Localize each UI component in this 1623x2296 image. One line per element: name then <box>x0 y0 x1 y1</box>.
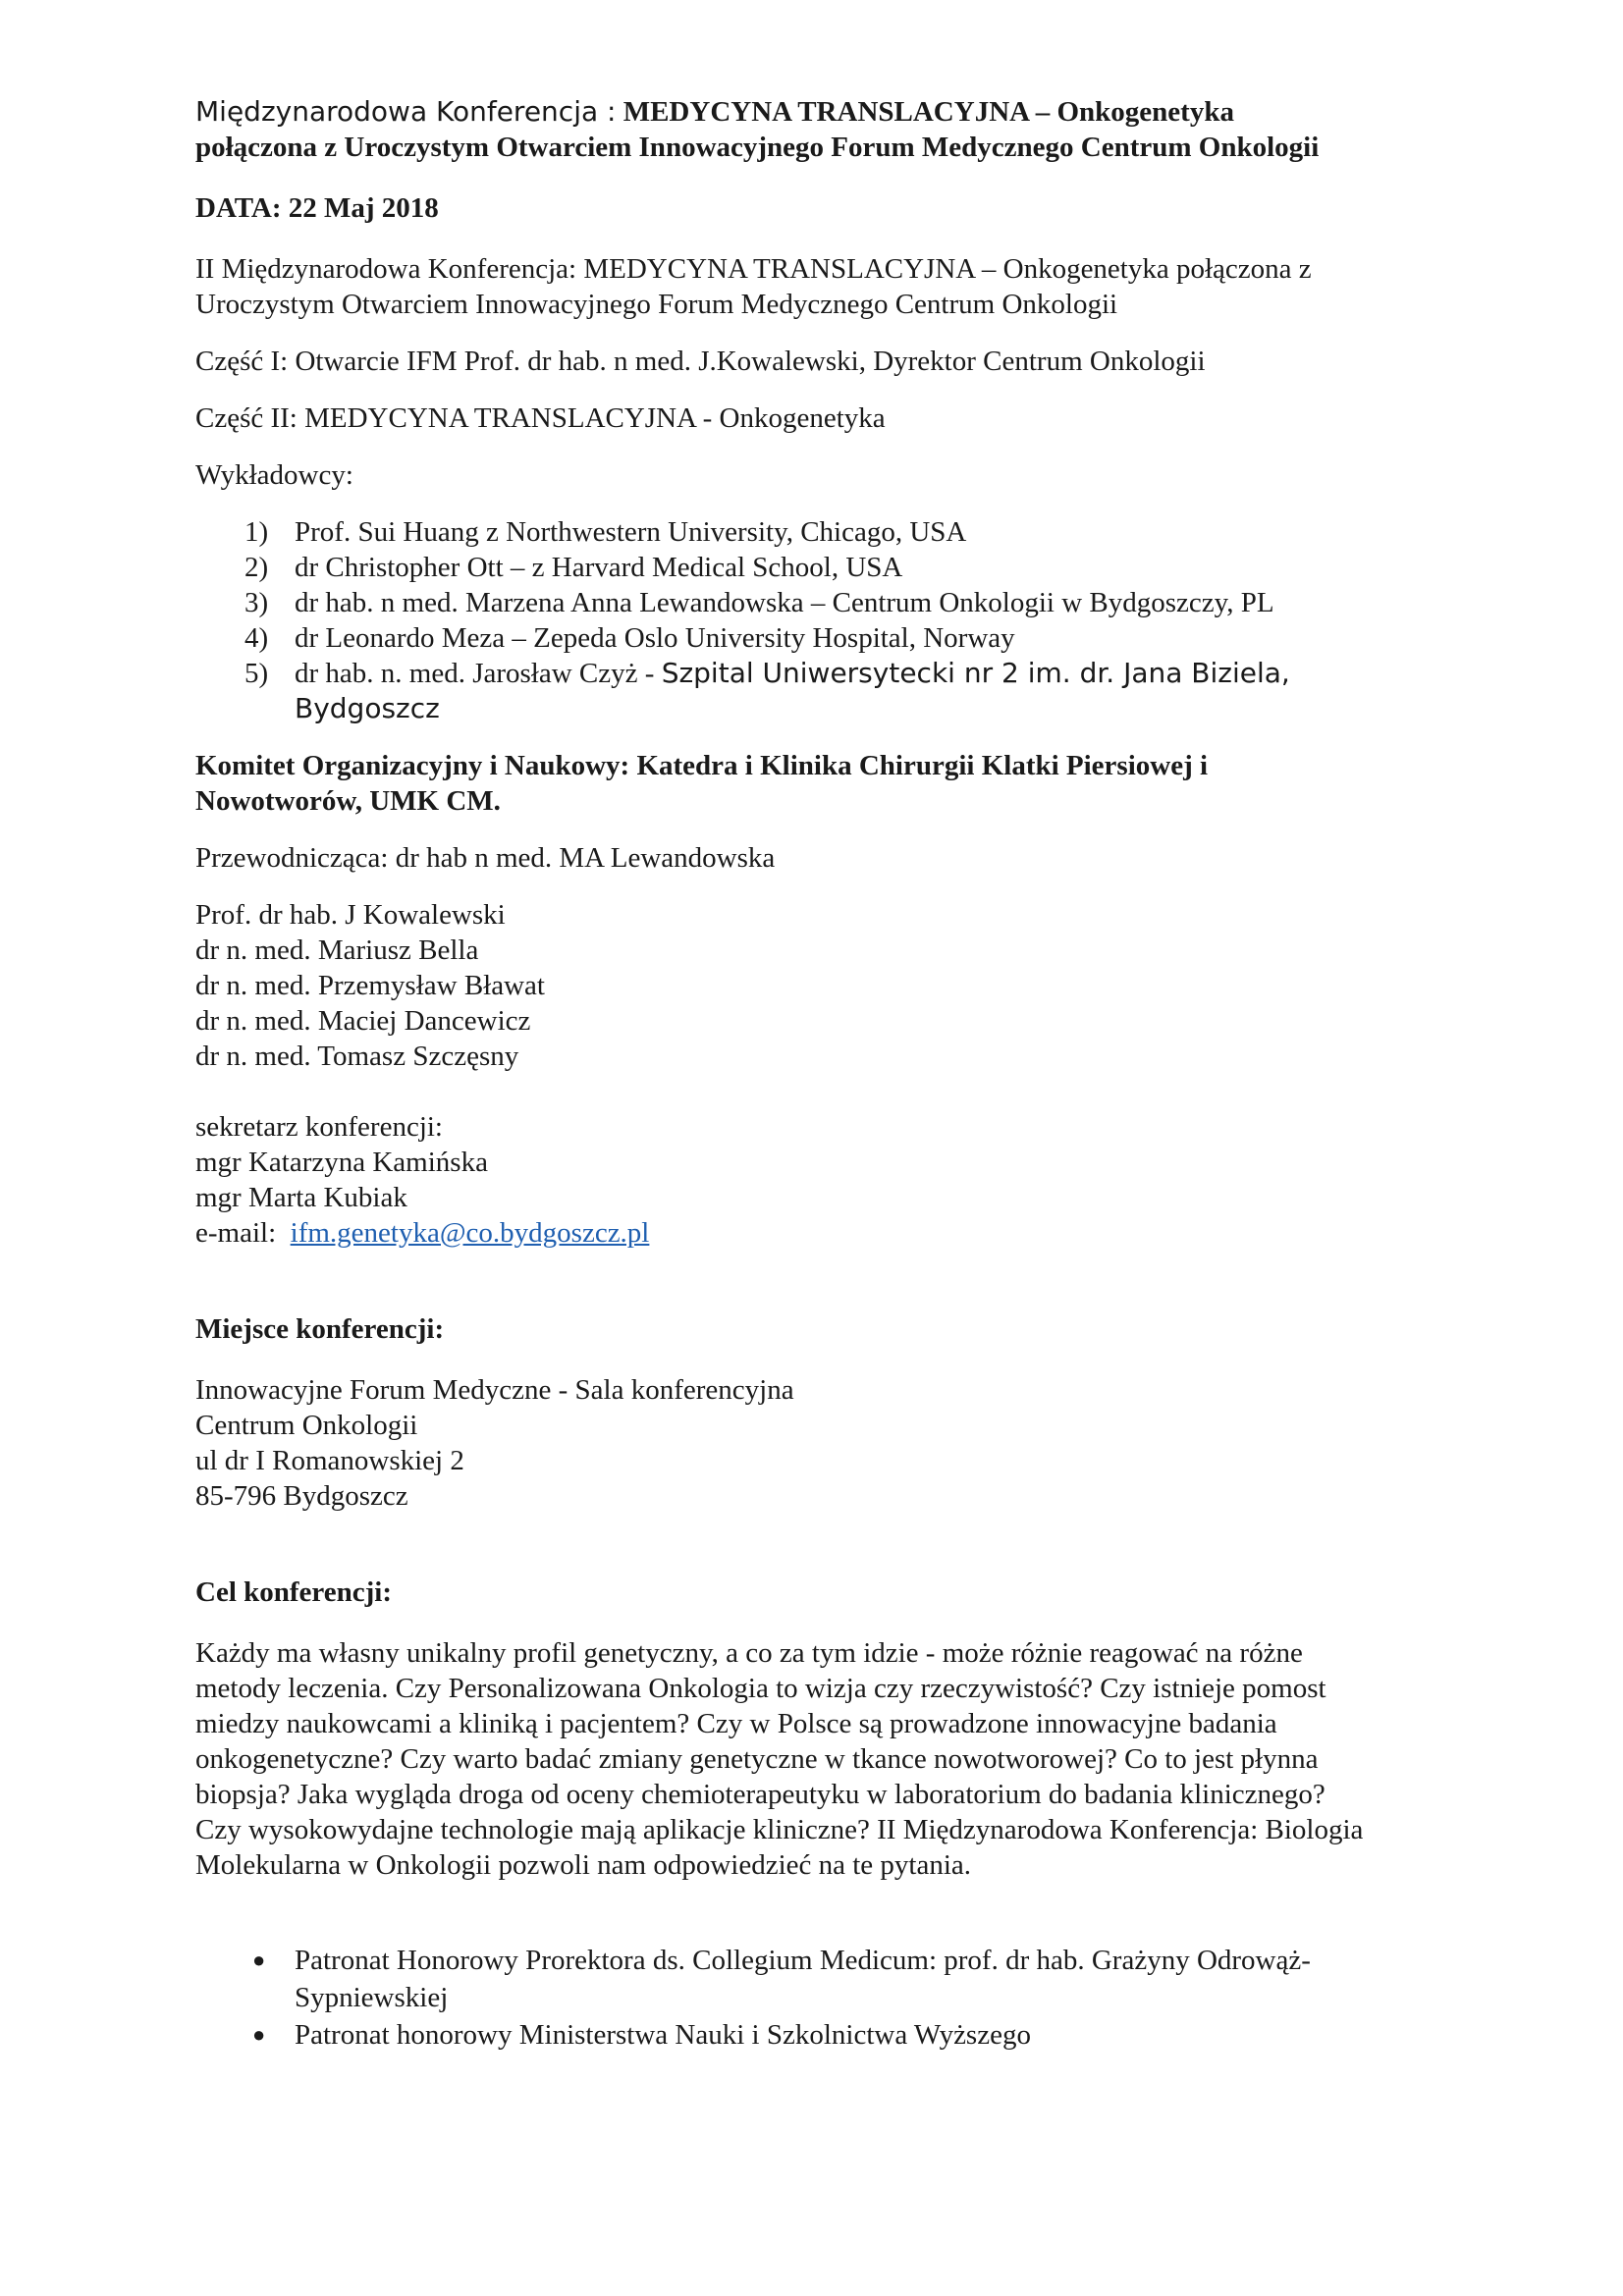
secretary-name: mgr Marta Kubiak <box>195 1182 407 1213</box>
lecturer-name: dr Christopher Ott – z Harvard Medical School, USA <box>295 552 903 583</box>
list-number: 1) <box>244 516 269 548</box>
address-line: Centrum Onkologii <box>195 1410 418 1441</box>
member-name: Prof. dr hab. J Kowalewski <box>195 899 506 931</box>
lecturers-list <box>195 514 1472 726</box>
committee-line-1: Komitet Organizacyjny i Naukowy: Katedra i Klinika Chirurgii Klatki Piersiowej i <box>195 750 1209 781</box>
member-name: dr n. med. Przemysław Bławat <box>195 970 545 1001</box>
patronage-text-cont: Sypniewskiej <box>295 1982 449 2013</box>
title-bold-line: połączona z Uroczystym Otwarciem Innowacyjnego Forum Medycznego Centrum Onkologii <box>195 132 1320 163</box>
list-number: 2) <box>244 552 269 583</box>
patronage-list <box>195 1942 1472 2054</box>
goal-line: metody leczenia. Czy Personalizowana Onkologia to wizja czy rzeczywistość? Czy istnieje pomost <box>195 1673 1326 1704</box>
list-item <box>195 550 1472 585</box>
lecturers-heading: Wykładowcy: <box>195 459 353 491</box>
secretary-heading: sekretarz konferencji: <box>195 1111 443 1143</box>
email-line <box>195 1215 1472 1251</box>
intro-line-1: II Międzynarodowa Konferencja: MEDYCYNA TRANSLACYJNA – Onkogenetyka połączona z <box>195 253 1312 285</box>
goal-line: Molekularna w Onkologii pozwoli nam odpowiedzieć na te pytania. <box>195 1849 972 1881</box>
committee-line-2: Nowotworów, UMK CM. <box>195 785 501 817</box>
list-number: 3) <box>244 587 269 618</box>
lecturer-name: Prof. Sui Huang z Northwestern University, Chicago, USA <box>295 516 967 548</box>
document-page <box>195 94 1472 2054</box>
goal-line: miedzy naukowcami a kliniką i pacjentem? Czy w Polsce są prowadzone innowacyjne badania <box>195 1708 1277 1739</box>
title-line-2 <box>195 130 1472 165</box>
goal-paragraph <box>195 1635 1472 1883</box>
email-label: e-mail: <box>195 1217 291 1249</box>
bullet-icon: ● <box>252 2022 266 2047</box>
lecturer-name: dr hab. n. med. Jarosław Czyż - <box>295 658 662 689</box>
part-one: Część I: Otwarcie IFM Prof. dr hab. n med. J.Kowalewski, Dyrektor Centrum Onkologii <box>195 346 1206 377</box>
list-item <box>195 585 1472 620</box>
lecturer-name: dr hab. n med. Marzena Anna Lewandowska – Centrum Onkologii w Bydgoszczy, PL <box>295 587 1274 618</box>
bullet-icon: ● <box>252 1948 266 1972</box>
title-bold-part: MEDYCYNA TRANSLACYJNA – Onkogenetyka <box>622 96 1234 128</box>
venue-heading: Miejsce konferencji: <box>195 1313 445 1345</box>
goal-line: biopsja? Jaka wygląda droga od oceny chemioterapeutyku w laboratorium do badania klinicznego? <box>195 1779 1325 1810</box>
member-name: dr n. med. Mariusz Bella <box>195 934 479 966</box>
list-item <box>195 2016 1472 2054</box>
address-line: 85-796 Bydgoszcz <box>195 1480 408 1512</box>
venue-address <box>195 1372 1472 1514</box>
committee-members <box>195 897 1472 1074</box>
member-name: dr n. med. Tomasz Szczęsny <box>195 1041 519 1072</box>
list-item <box>195 656 1472 726</box>
lecturer-affiliation: Szpital Uniwersytecki nr 2 im. dr. Jana Biziela, <box>661 657 1290 689</box>
list-item <box>195 1942 1472 2016</box>
list-item <box>195 620 1472 656</box>
list-item <box>195 514 1472 550</box>
goal-heading: Cel konferencji: <box>195 1576 392 1608</box>
patronage-text: Patronat Honorowy Prorektora ds. Collegium Medicum: prof. dr hab. Grażyny Odrowąż- <box>295 1945 1311 1976</box>
goal-line: Czy wysokowydajne technologie mają aplikacje kliniczne? II Międzynarodowa Konferencja: Biologia <box>195 1814 1364 1845</box>
secretary-name: mgr Katarzyna Kamińska <box>195 1147 488 1178</box>
title-line-1 <box>195 94 1472 130</box>
intro-paragraph <box>195 251 1472 322</box>
committee-heading <box>195 748 1472 819</box>
intro-line-2: Uroczystym Otwarciem Innowacyjnego Forum Medycznego Centrum Onkologii <box>195 289 1118 320</box>
goal-line: Każdy ma własny unikalny profil genetyczny, a co za tym idzie - może różnie reagować na różne <box>195 1637 1303 1669</box>
title-prefix: Międzynarodowa Konferencja : <box>195 95 617 128</box>
committee-chair: Przewodnicząca: dr hab n med. MA Lewandowska <box>195 842 776 874</box>
lecturer-affiliation-city: Bydgoszcz <box>295 692 440 724</box>
part-two: Część II: MEDYCYNA TRANSLACYJNA - Onkogenetyka <box>195 402 886 434</box>
patronage-text: Patronat honorowy Ministerstwa Nauki i Szkolnictwa Wyższego <box>295 2019 1031 2051</box>
member-name: dr n. med. Maciej Dancewicz <box>195 1005 531 1037</box>
list-number: 4) <box>244 622 269 654</box>
address-line: ul dr I Romanowskiej 2 <box>195 1445 464 1476</box>
secretary-block <box>195 1109 1472 1251</box>
email-link[interactable]: ifm.genetyka@co.bydgoszcz.pl <box>290 1217 650 1249</box>
goal-line: onkogenetyczne? Czy warto badać zmiany genetyczne w tkance nowotworowej? Co to jest płynna <box>195 1743 1319 1775</box>
address-line: Innowacyjne Forum Medyczne - Sala konferencyjna <box>195 1374 794 1406</box>
conference-date: DATA: 22 Maj 2018 <box>195 192 439 224</box>
lecturer-name: dr Leonardo Meza – Zepeda Oslo University Hospital, Norway <box>295 622 1015 654</box>
list-number: 5) <box>244 658 269 689</box>
